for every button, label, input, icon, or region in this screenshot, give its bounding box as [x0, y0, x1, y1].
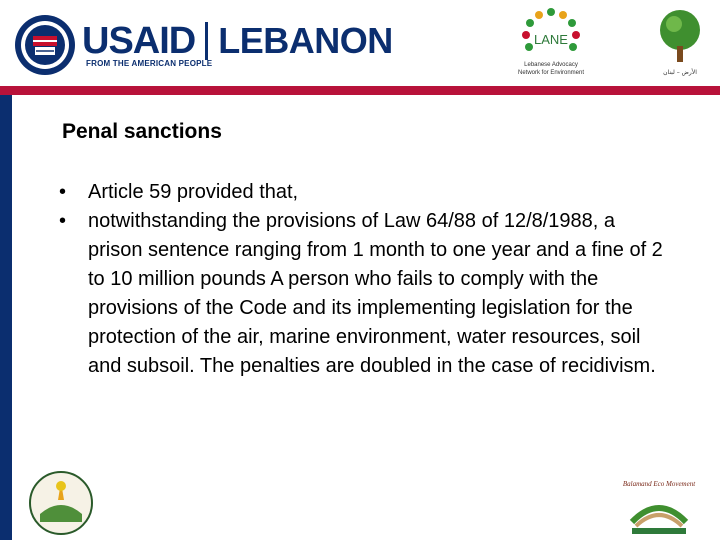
university-logo-icon	[28, 466, 94, 540]
header-banner	[0, 0, 720, 86]
left-accent-bar	[0, 95, 12, 540]
eco-movement-logo-icon	[622, 474, 696, 540]
bullet-item	[55, 207, 675, 381]
bullet-item	[55, 178, 675, 207]
lane-caption-2: Network for Environment	[517, 70, 585, 76]
tree-logo-icon	[652, 4, 708, 80]
eco-logo-title: Balamand Eco Movement	[622, 480, 696, 488]
wordmark-divider	[205, 22, 208, 60]
lane-logo-text: LANE	[534, 32, 568, 47]
bullet-glyph: •	[59, 181, 67, 203]
usaid-wordmark	[82, 18, 393, 64]
tree-logo-caption: الأرض – لبنان	[663, 69, 697, 76]
usaid-text: USAID	[82, 20, 196, 62]
header-red-bar	[0, 86, 720, 95]
lane-caption-1: Lebanese Advocacy	[524, 62, 578, 68]
bullet-text: Article 59 provided that,	[88, 181, 299, 203]
slide-title: Penal sanctions	[62, 120, 222, 143]
lane-logo-icon	[510, 4, 592, 80]
bullet-glyph: •	[59, 210, 67, 232]
usaid-tagline: FROM THE AMERICAN PEOPLE	[86, 59, 213, 68]
country-text: LEBANON	[218, 20, 393, 61]
usaid-seal-icon	[14, 14, 76, 76]
bullet-list	[55, 178, 675, 381]
bullet-text: notwithstanding the provisions of Law 64/88 of 12/8/1988, a prison sentence ranging from 1 month to one year and a fine of 2 to 10 million pounds A person who fails to comply with the provisions of the Code and its implementing legislation for the protection of the air, marine environment, water resources, soil and subsoil. The penalties are doubled in the case of recidivism.	[88, 210, 663, 377]
